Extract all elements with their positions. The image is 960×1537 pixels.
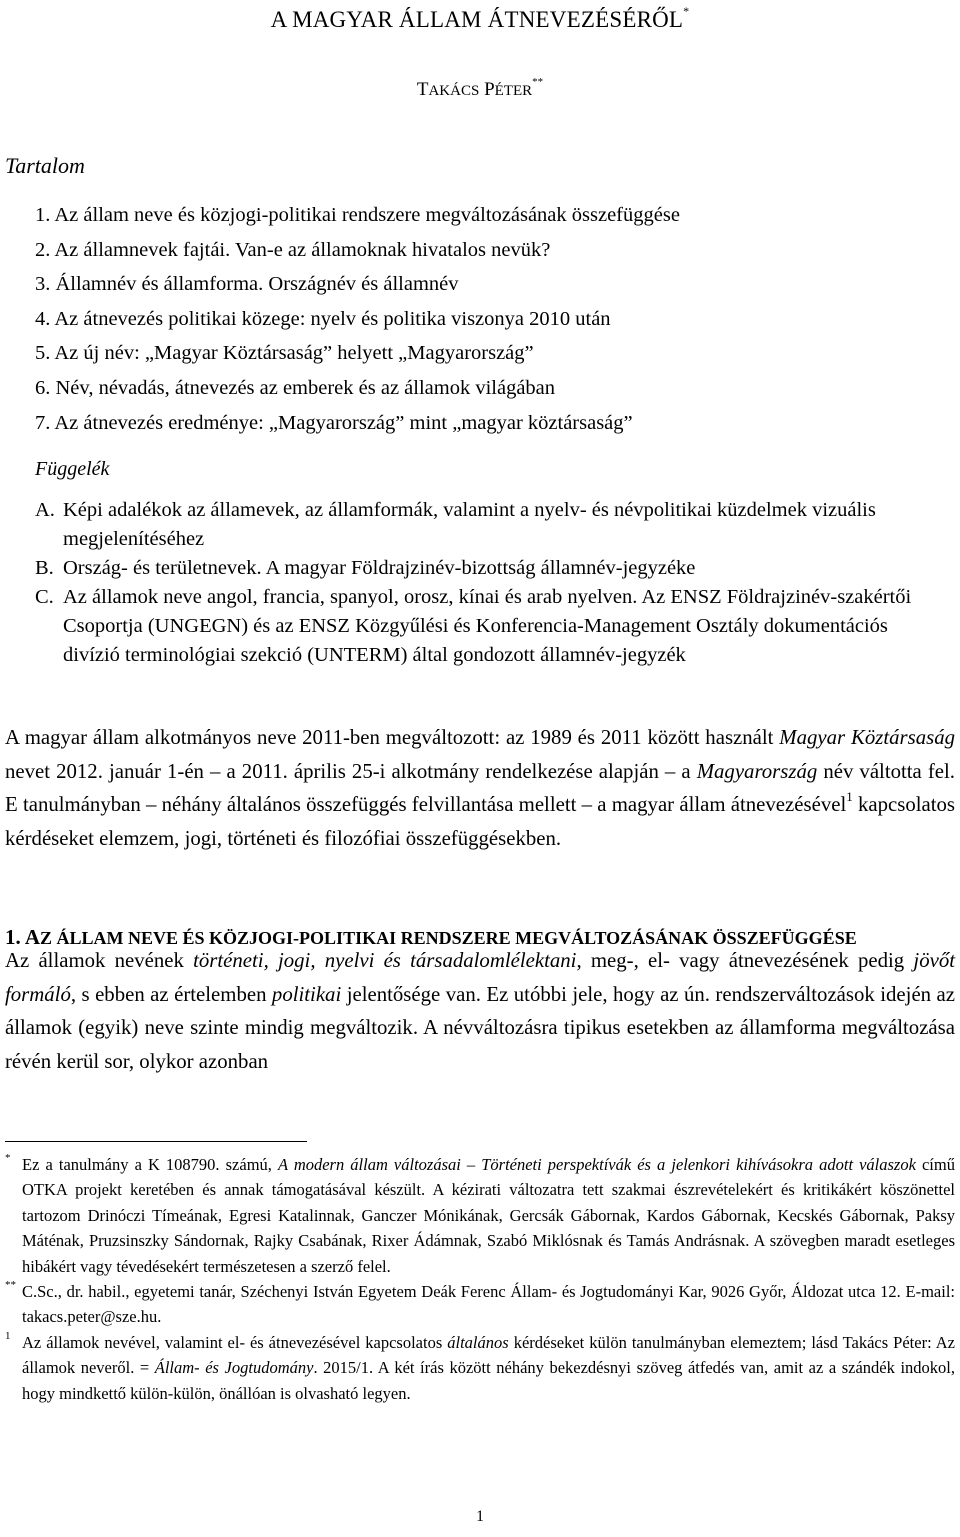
toc-item[interactable]: 6. Név, névadás, átnevezés az emberek és az államok világában bbox=[35, 376, 556, 399]
appendix-item[interactable] bbox=[35, 496, 945, 554]
footnote-separator bbox=[5, 1141, 307, 1142]
footnotes bbox=[5, 1152, 955, 1406]
article-title bbox=[0, 4, 960, 33]
body-text: Az államok nevének bbox=[5, 949, 194, 972]
appendix-item-label: A. bbox=[35, 499, 55, 521]
author-last-rest: ÉTER bbox=[494, 83, 533, 99]
section-number: 1. bbox=[5, 925, 25, 949]
body-text: jelentősége van. Ez utóbbi jele, hogy az ún. rendszerváltozások idején az államok (egyik) neve szinte mindig megváltozik. A névváltozásra tipikus esetekben az államforma megváltozása révén kerül sor, olykor azonban bbox=[5, 982, 955, 1073]
appendix-item-text: Az államok neve angol, francia, spanyol, orosz, kínai és arab nyelven. Az ENSZ Földrajzinév-szakértői Csoportja (UNGEGN) és az ENSZ Közgyűlési és Konferencia-Management Osztály dokumentációs divízió terminológiai szekció (UNTERM) által gondozott államnév-jegyzék bbox=[63, 586, 912, 666]
intro-text: név váltotta fel. E tanulmányban – néhány általános összefüggés felvillantása mellett – a magyar állam átnevezésével bbox=[5, 759, 955, 817]
table-of-contents bbox=[35, 200, 950, 442]
toc-item[interactable]: 2. Az államnevek fajtái. Van-e az államoknak hivatalos nevük? bbox=[35, 238, 551, 261]
toc-item[interactable]: 5. Az új név: „Magyar Köztársaság” helyett „Magyarország” bbox=[35, 342, 534, 365]
body-emphasis: jövőt formáló bbox=[5, 949, 956, 1006]
article-title-text: A MAGYAR ÁLLAM ÁTNEVEZÉSÉRŐL bbox=[270, 7, 684, 32]
appendix-heading: Függelék bbox=[35, 458, 110, 480]
toc-item[interactable]: 4. Az átnevezés politikai közege: nyelv és politika viszonya 2010 után bbox=[35, 307, 611, 330]
footnote-2 bbox=[5, 1279, 955, 1330]
section-1-paragraph bbox=[5, 944, 955, 1078]
section-title-rest: Z ÁLLAM NEVE ÉS KÖZJOGI-POLITIKAI RENDSZERE MEGVÁLTOZÁSÁNAK ÖSSZEFÜGGÉSE bbox=[40, 928, 857, 948]
author-footnote-mark[interactable]: ** bbox=[532, 76, 544, 88]
intro-emphasis: Magyarország bbox=[696, 759, 818, 783]
appendix-item[interactable] bbox=[35, 583, 945, 670]
intro-emphasis: Magyar Köztársaság bbox=[779, 726, 955, 749]
toc-item[interactable]: 7. Az átnevezés eredménye: „Magyarország” mint „magyar köztársaság” bbox=[35, 411, 633, 434]
footnote-ref-1[interactable]: 1 bbox=[846, 789, 853, 805]
footnote-mark: 1 bbox=[5, 1329, 11, 1342]
appendix-list bbox=[35, 496, 945, 670]
toc-item[interactable]: 1. Az állam neve és közjogi-politikai rendszere megváltozásának összefüggése bbox=[35, 204, 680, 226]
title-footnote-mark[interactable]: * bbox=[683, 4, 690, 18]
footnote-3 bbox=[5, 1330, 955, 1406]
appendix-item-text: Ország- és területnevek. A magyar Földrajzinév-bizottság államnév-jegyzéke bbox=[63, 557, 696, 579]
author-first-rest: AKÁCS bbox=[428, 83, 480, 99]
body-text: , s ebben az értelemben bbox=[70, 982, 272, 1006]
body-emphasis: politikai bbox=[271, 982, 342, 1006]
appendix-item[interactable] bbox=[35, 554, 945, 583]
footnote-emphasis: Állam- és Jogtudomány bbox=[154, 1358, 314, 1378]
footnote-text: kérdéseket külön tanulmányban elemeztem; lásd Takács Péter: Az államok neveről. = bbox=[22, 1332, 955, 1378]
appendix-item-label: B. bbox=[35, 557, 54, 579]
footnote-emphasis: A modern állam változásai – Történeti perspektívák és a jelenkori kihívásokra adott válaszok bbox=[277, 1155, 916, 1174]
intro-text: A magyar állam alkotmányos neve 2011-ben megváltozott: az 1989 és 2011 között használt bbox=[5, 726, 780, 749]
toc-item[interactable]: 3. Államnév és államforma. Országnév és államnév bbox=[35, 273, 459, 296]
footnote-1 bbox=[5, 1152, 955, 1279]
appendix-item-text: Képi adalékok az államevek, az államformák, valamint a nyelv- és névpolitikai küzdelmek vizuális megjelenítéséhez bbox=[63, 499, 876, 550]
footnote-mark: * bbox=[5, 1152, 11, 1164]
body-text: , meg-, el- vagy átnevezésének pedig bbox=[576, 949, 914, 972]
intro-paragraph bbox=[5, 721, 955, 855]
footnote-emphasis: általános bbox=[447, 1332, 509, 1352]
author-first-initial: T bbox=[416, 79, 429, 100]
body-emphasis: történeti, jogi, nyelvi és társadalomlélektani bbox=[193, 949, 577, 972]
intro-text: nevet 2012. január 1-én – a 2011. április 25-i alkotmány rendelkezése alapján – a bbox=[5, 759, 697, 783]
footnote-mark: ** bbox=[5, 1279, 16, 1292]
footnote-text: című OTKA projekt keretében és annak támogatásával készült. A kézirati változatra tett szakmai észrevételekért és kritikákért köszönettel tartozom Drinóczi Tímeának, Egresi Katalinnak, Ganczer Mónikának, Gercsák Gábornak, Kardos Gábornak, Kecskés Gábornak, Paksy Máténak, Pruzsinszky Sándornak, Rajky Csabának, Rixer Ádámnak, Szabó Miklósnak és Tamás Andrásnak. A szövegben maradt esetleges hibákért vagy tévedésekért természetesen a szerző felel. bbox=[22, 1155, 955, 1276]
toc-heading: Tartalom bbox=[5, 153, 85, 178]
footnote-text: Ez a tanulmány a K 108790. számú, bbox=[22, 1155, 278, 1174]
footnote-text: Az államok nevével, valamint el- és átnevezésével kapcsolatos bbox=[22, 1332, 448, 1352]
section-title-initial: A bbox=[24, 925, 41, 949]
appendix-item-label: C. bbox=[35, 586, 54, 608]
author-name bbox=[0, 76, 960, 101]
footnote-text: . 2015/1. A két írás között néhány bekezdésnyi szöveg átfedés van, amit az a szándék indokol, hogy mindkettő külön-külön, önállóan is olvasható legyen. bbox=[22, 1358, 955, 1403]
page-number: 1 bbox=[476, 1508, 484, 1525]
author-last-initial: P bbox=[484, 79, 495, 100]
footnote-text: C.Sc., dr. habil., egyetemi tanár, Széchenyi István Egyetem Deák Ferenc Állam- és Jogtudományi Kar, 9026 Győr, Áldozat utca 12. E-mail: takacs.peter@sze.hu. bbox=[22, 1282, 955, 1327]
intro-text: kapcsolatos kérdéseket elemzem, jogi, történeti és filozófiai összefüggésekben. bbox=[5, 793, 955, 850]
